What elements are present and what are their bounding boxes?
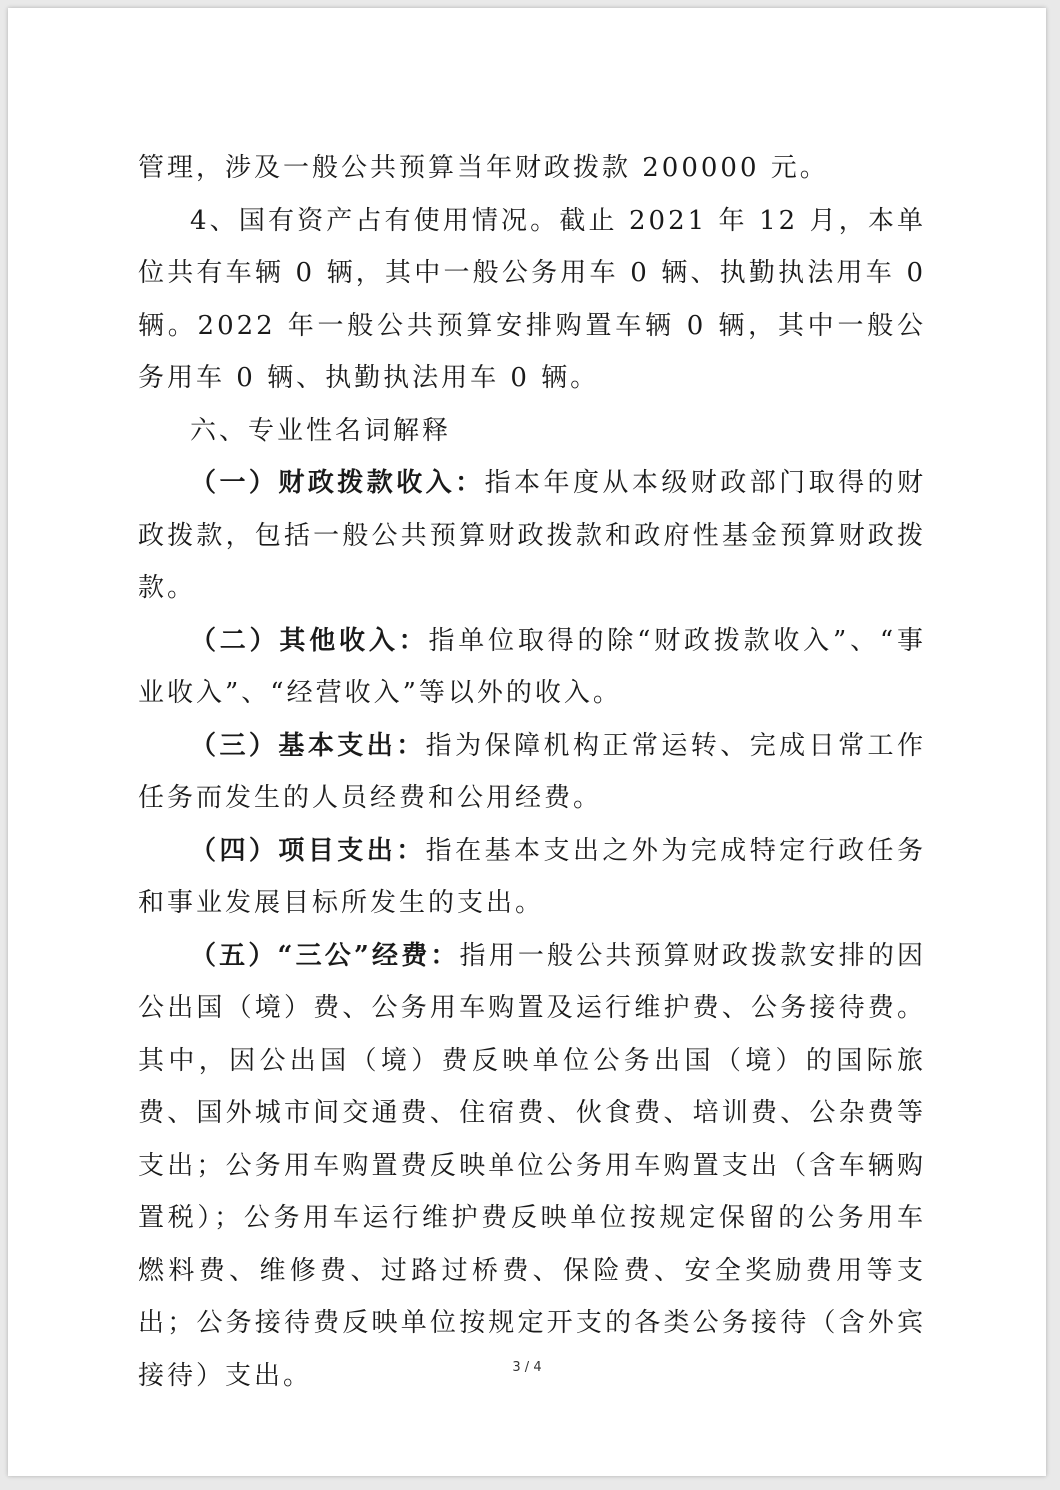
term-definition: 指本年度从本级财政部门取得的财政拨款，包括一般公共预算财政拨款和政府性基金预算财政拨款。	[138, 468, 926, 603]
term-label: （三）基本支出：	[190, 730, 426, 761]
paragraph-term-3	[138, 720, 926, 825]
term-definition: 指在基本支出之外为完成特定行政任务和事业发展目标所发生的支出。	[138, 835, 926, 918]
term-label: （一）财政拨款收入：	[190, 468, 485, 498]
term-definition: 指单位取得的除“财政拨款收入”、“事业收入”、“经营收入”等以外的收入。	[138, 625, 926, 708]
document-page	[8, 8, 1046, 1476]
term-definition: 指为保障机构正常运转、完成日常工作任务而发生的人员经费和公用经费。	[138, 730, 926, 813]
paragraph-term-2	[138, 615, 926, 720]
paragraph-budget-continuation: 管理，涉及一般公共预算当年财政拨款 200000 元。	[138, 153, 829, 183]
term-definition: 指用一般公共预算财政拨款安排的因公出国（境）费、公务用车购置及运行维护费、公务接待费。其中，因公出国（境）费反映单位公务出国（境）的国际旅费、国外城市间交通费、住宿费、伙食费、培训费、公杂费等支出；公务用车购置费反映单位公务用车购置支出（含车辆购置税）；公务用车运行维护费反映单位按规定保留的公务用车燃料费、维修费、过路过桥费、保险费、安全奖励费用等支出；公务接待费反映单位按规定开支的各类公务接待（含外宾接待）支出。	[138, 940, 926, 1391]
section-heading-terms: 六、专业性名词解释	[190, 415, 452, 446]
term-label: （二）其他收入：	[190, 625, 429, 656]
page-number: 3 / 4	[512, 1360, 542, 1375]
paragraph-term-5	[138, 930, 926, 1403]
term-label: （四）项目支出：	[190, 835, 426, 866]
paragraph-state-assets: 4、国有资产占有使用情况。截止 2021 年 12 月，本单位共有车辆 0 辆，其中一般公务用车 0 辆、执勤执法用车 0 辆。2022 年一般公共预算安排购置车辆 0 辆，其中一般公务用车 0 辆、执勤执法用车 0 辆。	[138, 205, 926, 393]
term-label: （五）“三公”经费：	[190, 940, 460, 971]
paragraph-term-1	[138, 457, 926, 615]
paragraph-term-4	[138, 825, 926, 930]
document-body	[138, 142, 926, 1402]
